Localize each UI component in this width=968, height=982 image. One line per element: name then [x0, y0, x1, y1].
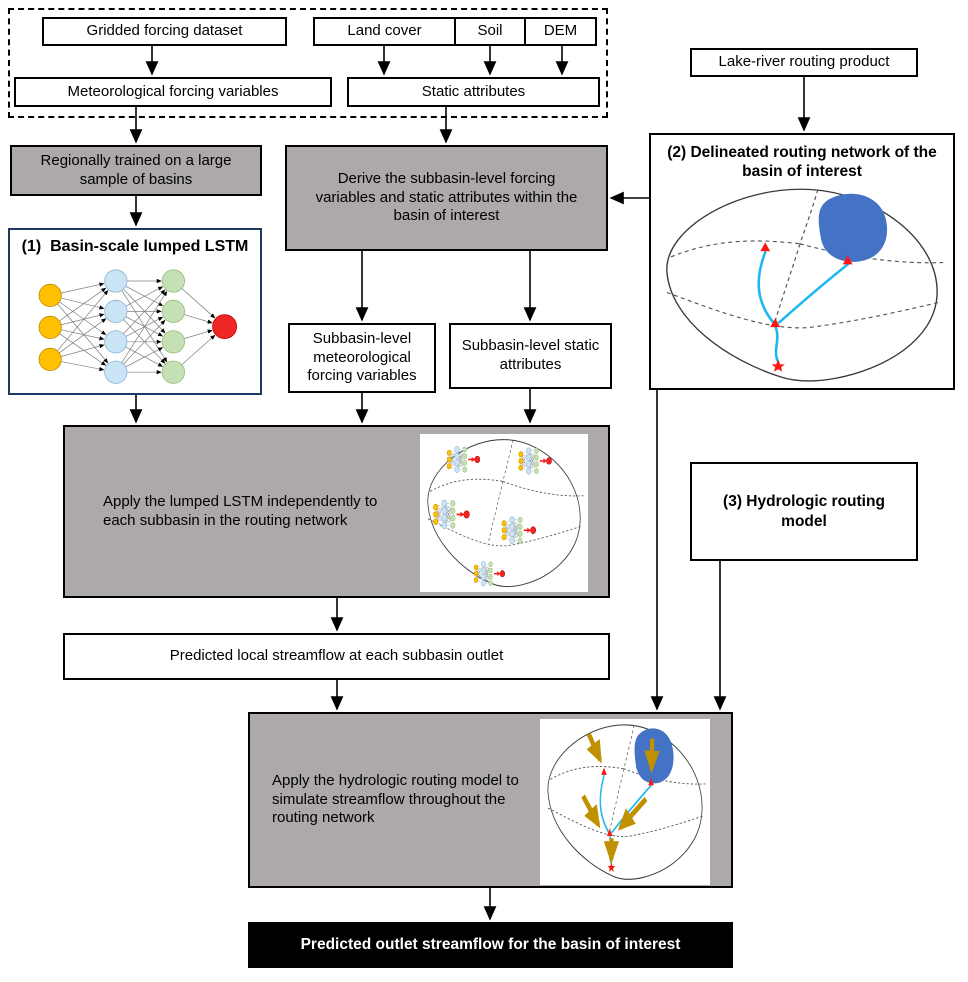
- dem-box: [524, 17, 597, 46]
- subbasin-lstm-diagram: [420, 434, 588, 592]
- apply-routing-label: Apply the hydrologic routing model to simulate streamflow throughout the routing network: [272, 771, 519, 827]
- met-forcing-box: [14, 77, 332, 107]
- neural-network-diagram: [12, 257, 258, 385]
- derive-box: [285, 145, 608, 251]
- mini-nn-instances: [433, 446, 551, 586]
- soil-box: [454, 17, 526, 46]
- derive-label: Derive the subbasin-level forcing variables and static attributes within the basin of interest: [315, 169, 578, 225]
- delineated-network-title: (2) Delineated routing network of the basin of interest: [667, 144, 937, 181]
- lstm-title: (1) Basin-scale lumped LSTM: [21, 238, 249, 255]
- lstm-box: [8, 228, 262, 395]
- regionally-trained-box: [10, 145, 262, 196]
- apply-lstm-label: Apply the lumped LSTM independently to each subbasin in the routing network: [103, 492, 378, 529]
- gridded-forcing-box: [42, 17, 287, 46]
- pred-local-box: [63, 633, 610, 680]
- pred-local-label: Predicted local streamflow at each subbasin outlet: [169, 647, 504, 665]
- subbasin-met-box: [288, 323, 436, 393]
- lake-river-product-box: [690, 48, 918, 77]
- delineated-network-box: [649, 133, 955, 390]
- subbasin-lstm-inset: [420, 434, 588, 592]
- pred-outlet-box: [248, 922, 733, 968]
- subbasin-met-label: Subbasin-level meteorological forcing variables: [307, 329, 417, 385]
- pred-outlet-label: Predicted outlet streamflow for the basin of interest: [300, 936, 681, 954]
- apply-routing-box: [248, 712, 733, 888]
- gridded-forcing-label: Gridded forcing dataset: [86, 22, 243, 40]
- land-cover-label: Land cover: [347, 22, 422, 40]
- routing-model-title: (3) Hydrologic routing model: [723, 493, 885, 530]
- land-cover-box: [313, 17, 456, 46]
- subbasin-static-box: [449, 323, 612, 389]
- lake-river-product-label: Lake-river routing product: [718, 53, 890, 71]
- soil-label: Soil: [477, 22, 503, 40]
- routing-flow-inset: [540, 719, 710, 885]
- static-attributes-box: [347, 77, 600, 107]
- met-forcing-label: Meteorological forcing variables: [67, 82, 279, 100]
- routing-model-box: [690, 462, 918, 561]
- apply-lstm-box: [63, 425, 610, 598]
- routing-network-diagram: [653, 182, 951, 388]
- dem-label: DEM: [543, 22, 578, 40]
- static-attributes-label: Static attributes: [421, 82, 526, 100]
- routing-flow-diagram: [540, 719, 710, 885]
- regionally-trained-label: Regionally trained on a large sample of basins: [40, 151, 232, 188]
- subbasin-static-label: Subbasin-level static attributes: [461, 337, 600, 373]
